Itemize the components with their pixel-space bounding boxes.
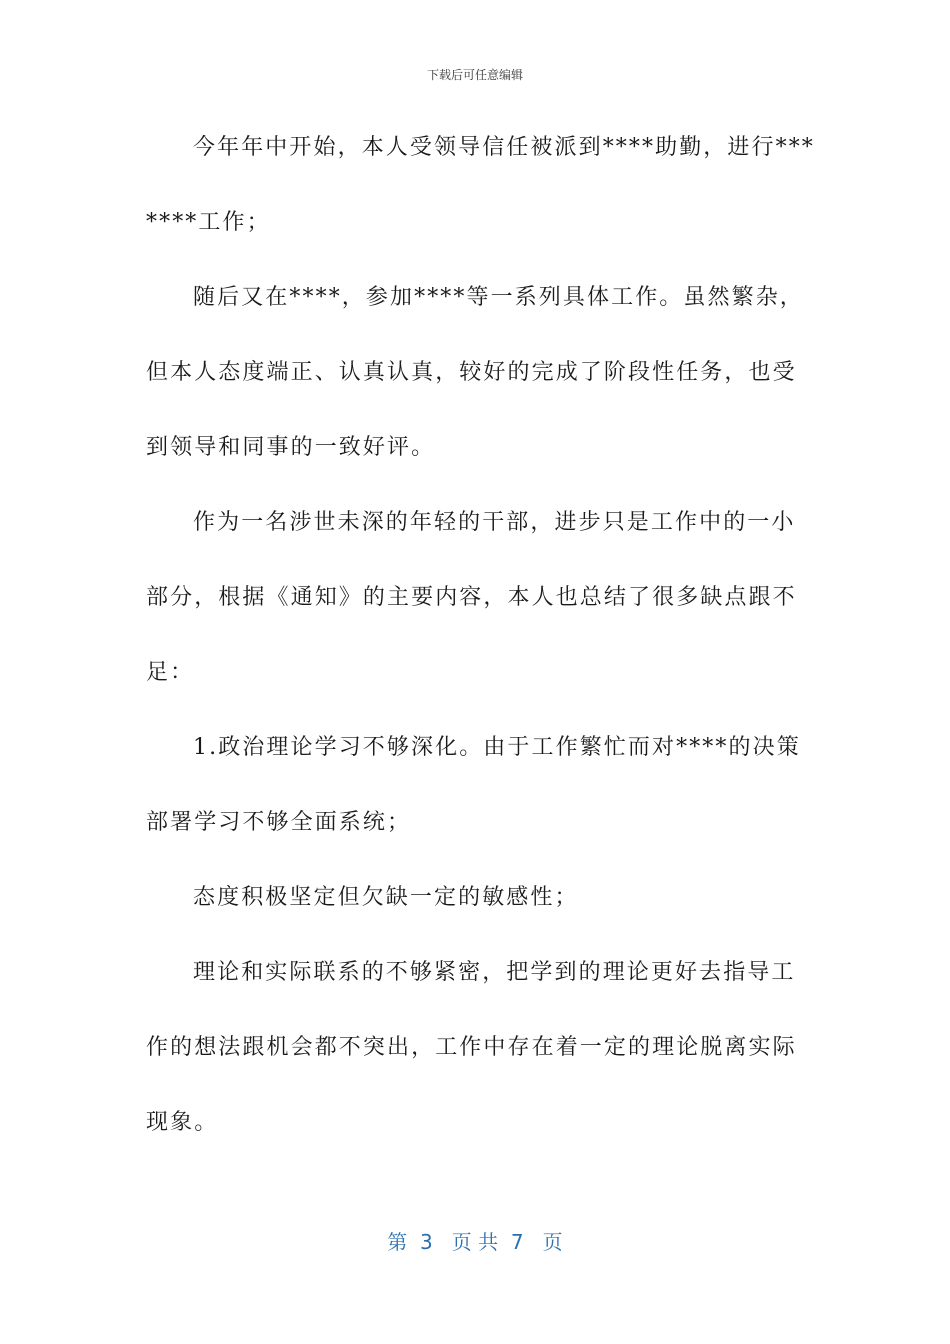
- body-line: 但本人态度端正、认真认真，较好的完成了阶段性任务，也受: [146, 360, 797, 385]
- body-line: 部署学习不够全面系统；: [146, 810, 412, 835]
- body-line: 足：: [146, 660, 195, 685]
- document-body: [146, 110, 815, 1160]
- body-line: 随后又在****，参加****等一系列具体工作。虽然繁杂，: [193, 285, 804, 310]
- body-line: 作的想法跟机会都不突出，工作中存在着一定的理论脱离实际: [146, 1035, 797, 1060]
- header-note: 下载后可任意编辑: [426, 68, 523, 82]
- body-line: 现象。: [146, 1110, 219, 1135]
- body-line: 态度积极坚定但欠缺一定的敏感性；: [193, 885, 579, 910]
- body-line: 作为一名涉世未深的年轻的干部，进步只是工作中的一小: [193, 510, 796, 535]
- body-line: 理论和实际联系的不够紧密，把学到的理论更好去指导工: [193, 960, 796, 985]
- body-line: ****工作；: [146, 210, 271, 235]
- body-line: 1.政治理论学习不够深化。由于工作繁忙而对****的决策: [193, 735, 801, 760]
- body-line: 部分，根据《通知》的主要内容，本人也总结了很多缺点跟不: [146, 585, 797, 610]
- body-line: 到领导和同事的一致好评。: [146, 435, 436, 460]
- body-line: 今年年中开始，本人受领导信任被派到****助勤，进行***: [193, 135, 815, 160]
- page-number-footer: 第 3 页 共 7 页: [387, 1230, 563, 1254]
